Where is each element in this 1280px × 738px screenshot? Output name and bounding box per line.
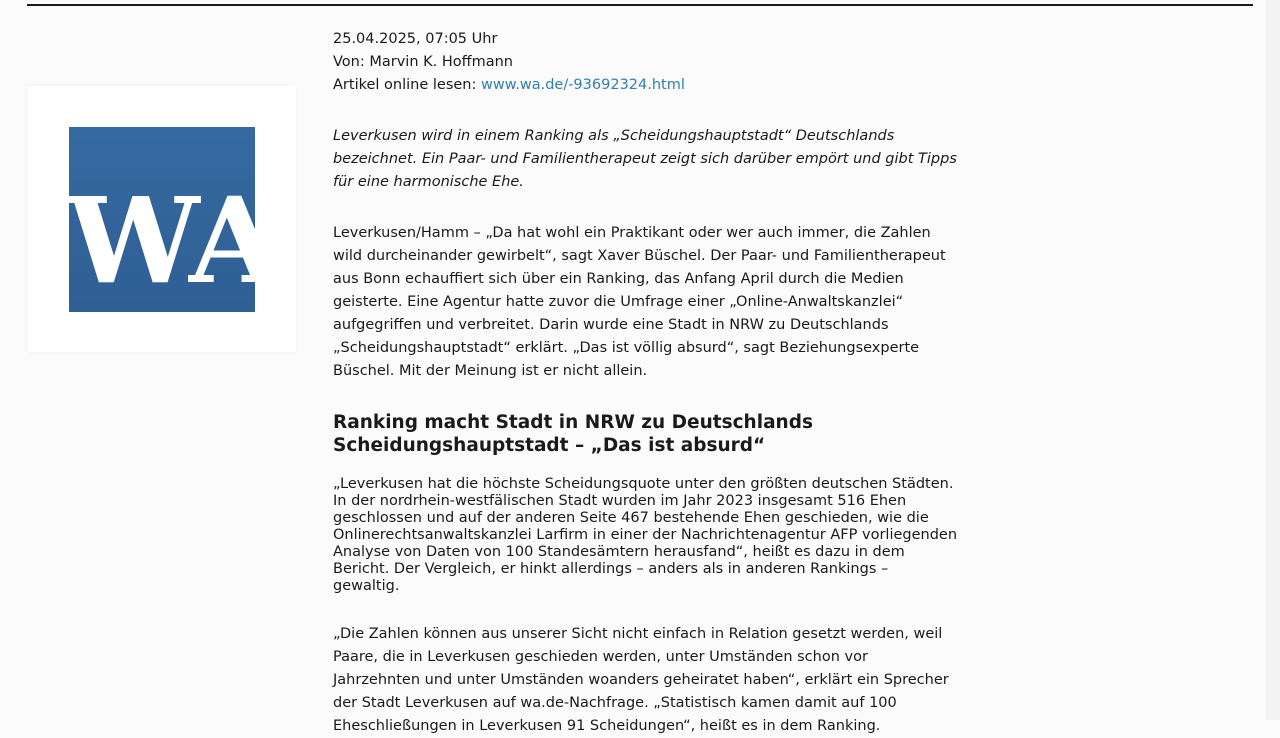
paragraph-1: Leverkusen/Hamm – „Da hat wohl ein Praktikant oder wer auch immer, die Zahlen wild durcheinander gewirbelt“, sagt Xaver Büschel. Der Paar- und Familientherapeut aus Bonn echauffiert sich über ein Ranking, das Anfang April durch die Medien geisterte. Eine Agentur hatte zuvor die Umfrage einer „Online-Anwaltskanzlei“ aufgegriffen und verbreitet. Darin wurde eine Stadt in NRW zu Deutschlands „Scheidungshauptstadt“ erklärt. „Das ist völlig absurd“, sagt Beziehungsexperte Büschel. Mit der Meinung ist er nicht allein. — [333, 225, 946, 379]
top-divider — [27, 4, 1253, 6]
article-lead: Leverkusen wird in einem Ranking als „Scheidungshauptstadt“ Deutschlands bezeichnet. Ein Paar- und Familientherapeut zeigt sich darüber empört und gibt Tipps für eine harmonische Ehe. — [333, 128, 957, 190]
article-author: Von: Marvin K. Hoffmann — [333, 54, 513, 70]
paragraph-2: „Leverkusen hat die höchste Scheidungsquote unter den größten deutschen Städten. In der nordrhein-westfälischen Stadt wurden im Jahr 2023 insgesamt 516 Ehen geschlossen und auf der anderen Seite 467 bestehende Ehen geschieden, wie die Onlinerechtsanwaltskanzlei Larfirm in einer der Nachrichtenagentur AFP vorliegenden Analyse von Daten von 100 Standesämtern herausfand“, heißt es dazu in dem Bericht. Der Vergleich, er hinkt allerdings – anders als in anderen Rankings – gewaltig. — [333, 476, 958, 594]
scrollbar-track[interactable] — [1266, 0, 1280, 720]
article-link[interactable]: www.wa.de/-93692324.html — [480, 77, 685, 93]
read-online-label: Artikel online lesen: — [333, 77, 477, 93]
publisher-logo-card — [28, 86, 296, 352]
article-date: 25.04.2025, 07:05 Uhr — [333, 31, 498, 47]
wa-logo-text: WA — [67, 171, 278, 310]
paragraph-3: „Die Zahlen können aus unserer Sicht nicht einfach in Relation gesetzt werden, weil Paare, die in Leverkusen geschieden werden, unter Umständen schon vor Jahrzehnten und unter Umständen woanders geheiratet haben“, erklärt ein Sprecher der Stadt Leverkusen auf wa.de-Nachfrage. „Statistisch kamen damit auf 100 Eheschließungen in Leverkusen 91 Scheidungen“, heißt es in dem Ranking. — [333, 626, 949, 734]
read-online-row — [333, 74, 958, 97]
section-heading: Ranking macht Stadt in NRW zu Deutschlands Scheidungshauptstadt – „Das ist absurd“ — [333, 412, 813, 456]
wa-logo — [67, 127, 278, 312]
article-body — [333, 28, 958, 738]
